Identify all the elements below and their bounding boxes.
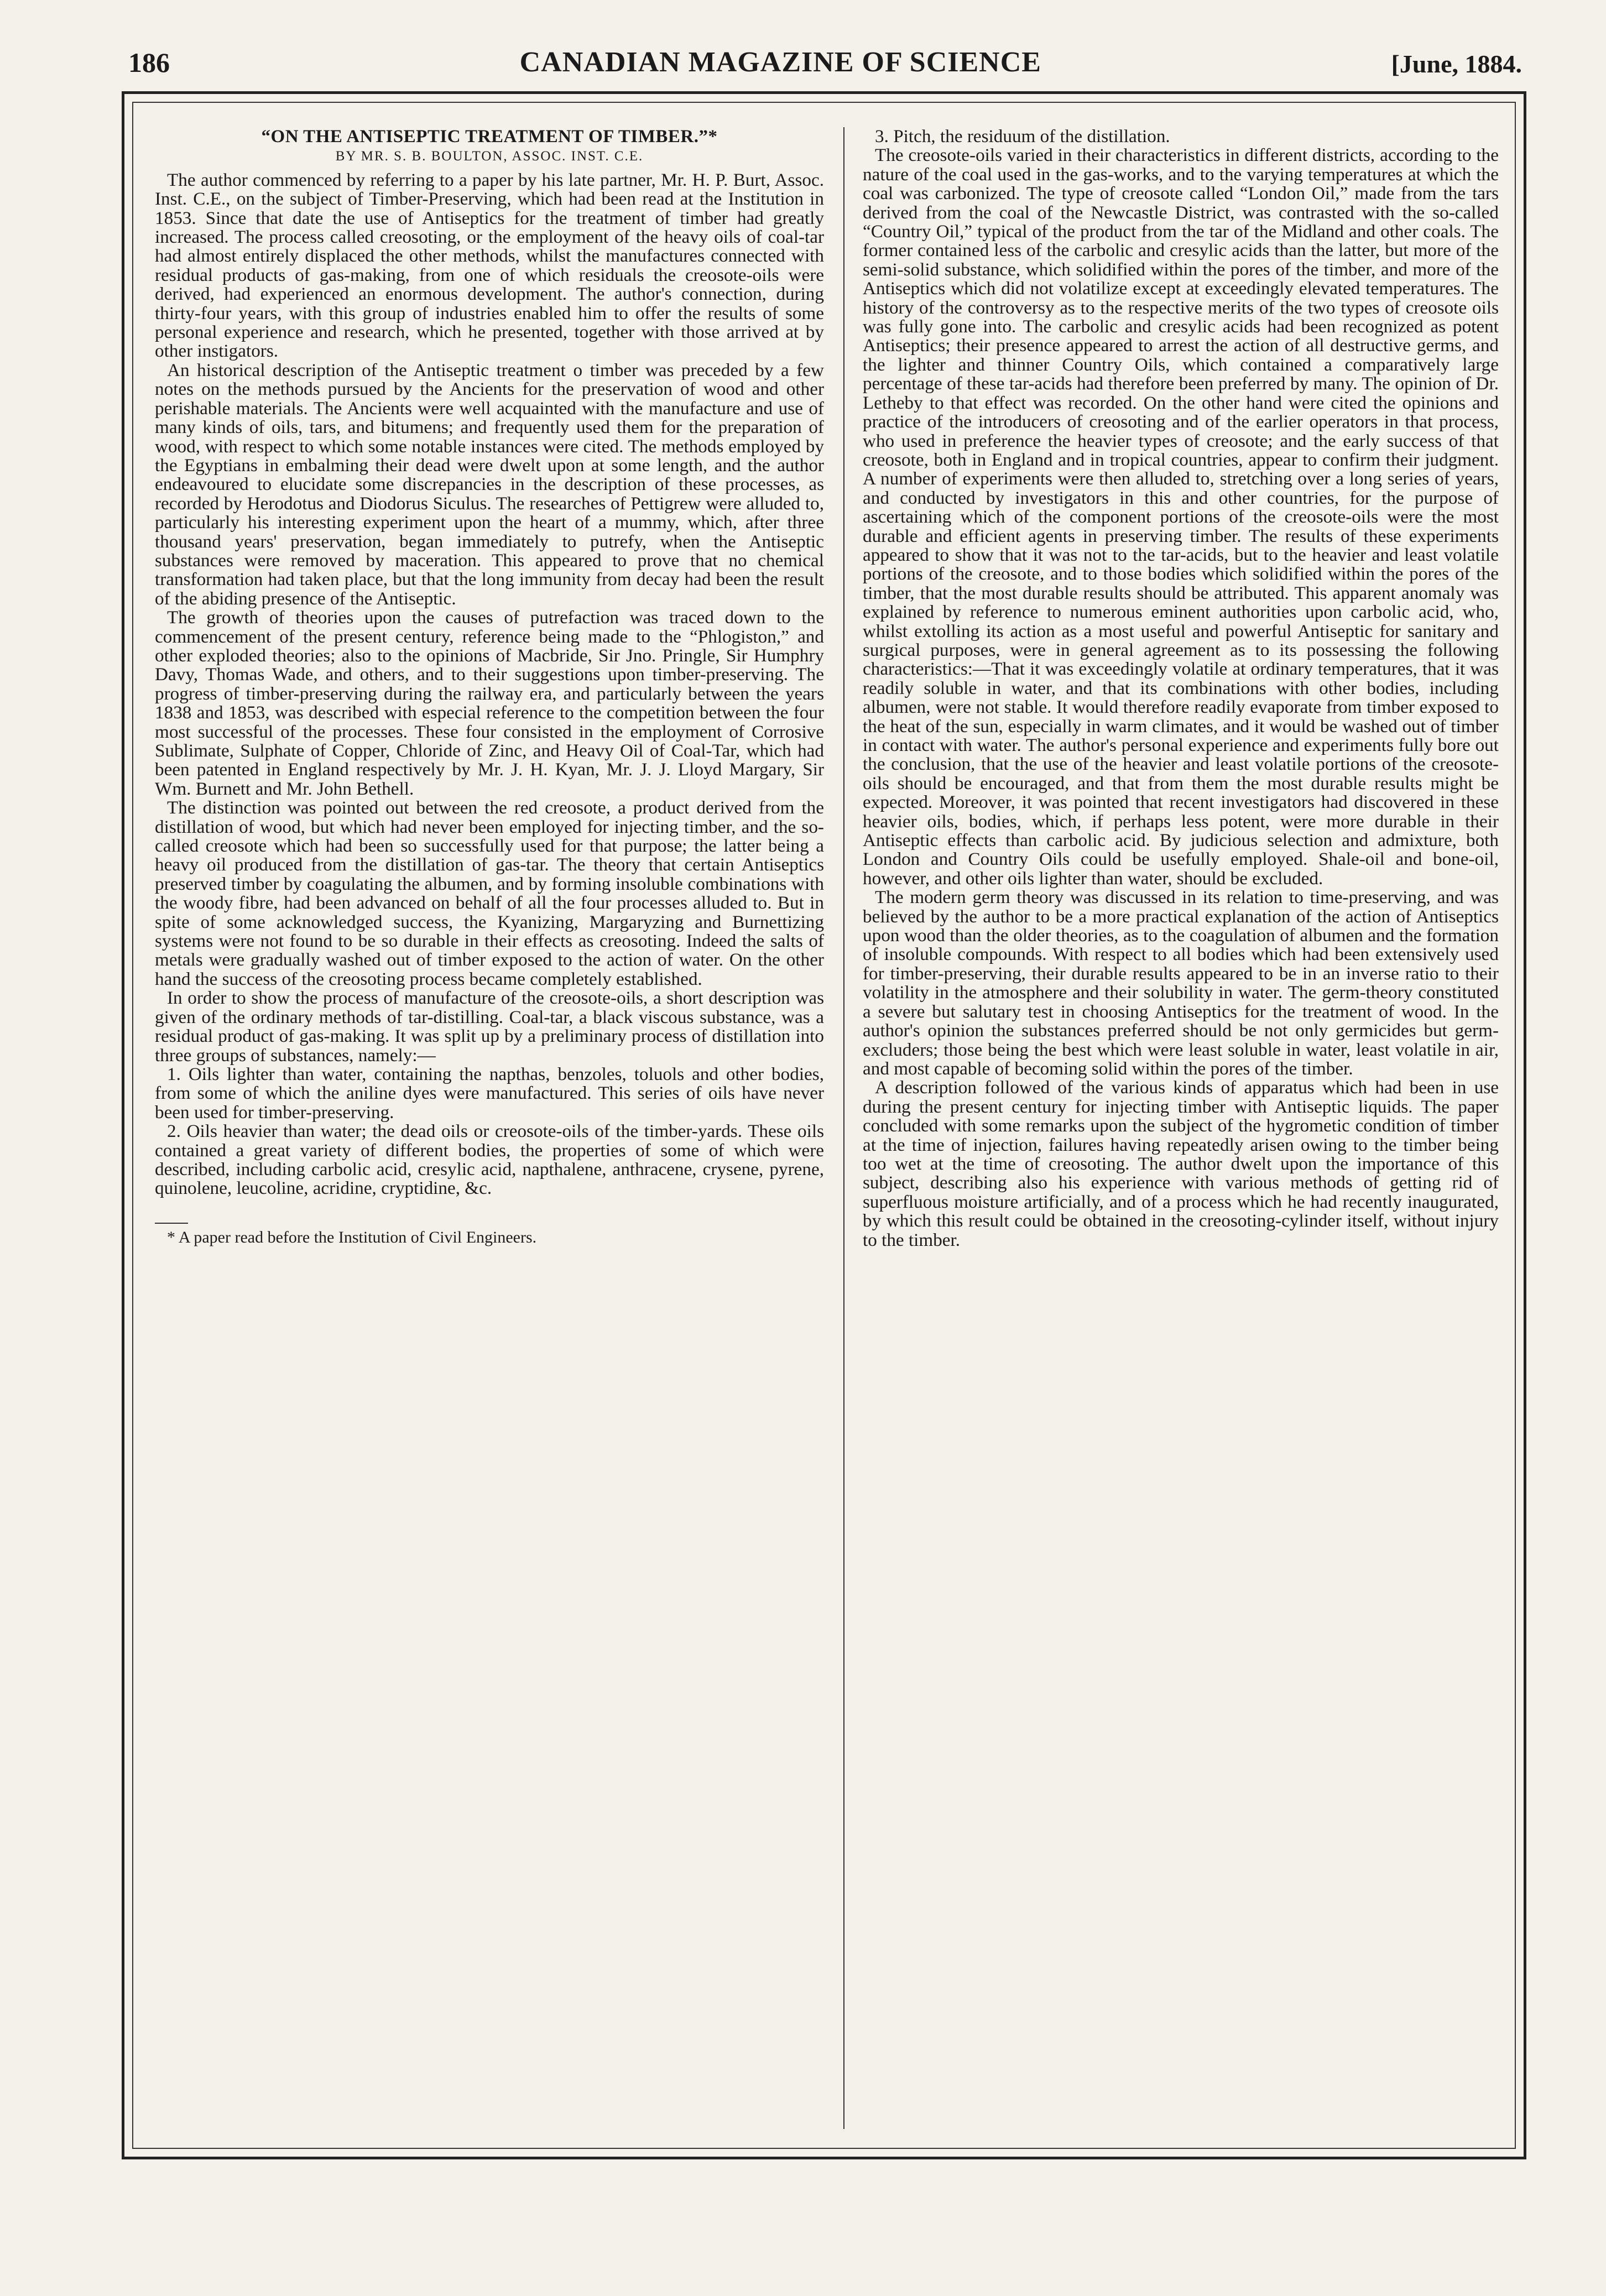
paragraph: The distinction was pointed out between the red creosote, a product derived from the distillation of wood, but which had never been employed for injecting timber, and the so-called creosote which had been so successfully used for that purpose; the latter being a heavy oil produced from the distillation of gas-tar. The theory that certain Antiseptics preserved timber by coagulating the albumen, and by forming insoluble combinations with the woody fibre, had been advanced on behalf of all the four processes alluded to. But in spite of some acknowledged success, the Kyanizing, Margaryzing and Burnettizing systems were not found to be so durable in their effects as creosoting. Indeed the salts of metals were gradually washed out of timber exposed to the action of water. On the other hand the success of the creosoting process became completely established. — [155, 797, 824, 989]
paragraph: In order to show the process of manufacture of the creosote-oils, a short description was given of the ordinary methods of tar-distilling. Coal-tar, a black viscous substance, was a residual product of gas-making. It was split up by a preliminary process of distillation into three groups of substances, namely:— — [155, 988, 824, 1066]
magazine-title: CANADIAN MAGAZINE OF SCIENCE — [519, 46, 1041, 78]
footnote-rule — [155, 1223, 188, 1224]
paragraph: The modern germ theory was discussed in its relation to time-preserving, and was believed by the author to be a more practical explanation of the action of Antiseptics upon wood than the older theories, as to the coagulation of albumen and the formation of insoluble compounds. With respect to all bodies which had been extensively used for timber-preserving, their durable results appeared to be in an inverse ratio to their volatility in the atmosphere and their solubility in water. The germ-theory constituted a severe but salutary test in choosing Antiseptics for the treatment of wood. In the author's opinion the substances preferred should be not only germicides but germ-excluders; those being the best which were least soluble in water, least volatile in air, and most capable of becoming solid within the pores of the timber. — [863, 887, 1499, 1079]
paragraph: An historical description of the Antiseptic treatment o timber was preceded by a few notes on the methods pursued by the Ancients for the preservation of wood and other perishable materials. The Ancients were well acquainted with the manufacture and use of many kinds of oils, tars, and bitumens; and frequently used them for the preparation of wood, with respect to which some notable instances were cited. The methods employed by the Egyptians in embalming their dead were dwelt upon at some length, and the author endeavoured to elucidate some discrepancies in the description of these processes, as recorded by Herodotus and Diodorus Siculus. The researches of Pettigrew were alluded to, particularly his interesting experiment upon the heart of a mummy, which, after three thousand years' preservation, began immediately to putrefy, when the Antiseptic substances were removed by maceration. This appeared to prove that no chemical transformation had taken place, but that the long immunity from decay had been the result of the abiding presence of the Antiseptic. — [155, 359, 824, 609]
left-column — [155, 127, 824, 1247]
issue-date: [June, 1884. — [1391, 50, 1522, 78]
footnote: * A paper read before the Institution of Civil Engineers. — [167, 1228, 537, 1246]
page-number: 186 — [128, 47, 170, 78]
paragraph: The growth of theories upon the causes of putrefaction was traced down to the commencement of the present century, reference being made to the “Phlogiston,” and other exploded theories; also to the opinions of Macbride, Sir Jno. Pringle, Sir Humphry Davy, Thomas Wade, and others, and to their suggestions upon timber-preserving. The progress of timber-preserving during the railway era, and particularly between the years 1838 and 1853, was described with especial reference to the competition between the four most successful of the processes. These four consisted in the employment of Corrosive Sublimate, Sulphate of Copper, Chloride of Zinc, and Heavy Oil of Coal-Tar, which had been patented in England respectively by Mr. J. H. Kyan, Mr. J. J. Lloyd Margary, Sir Wm. Burnett and Mr. John Bethell. — [155, 607, 824, 799]
paragraph: A description followed of the various kinds of apparatus which had been in use during the present century for injecting timber with Antiseptic liquids. The paper concluded with some remarks upon the subject of the hygrometic condition of timber at the time of injection, failures having repeatedly arisen owing to the timber being too wet at the time of creosoting. The author dwelt upon the importance of this subject, describing also his experience with various methods of getting rid of superfluous moisture artificially, and of a process which he had recently inaugurated, by which this result could be obtained in the creosoting-cylinder itself, without injury to the timber. — [863, 1077, 1499, 1250]
paragraph: The author commenced by referring to a paper by his late partner, Mr. H. P. Burt, Assoc. Inst. C.E., on the subject of Timber-Preserving, which had been read at the Institution in 1853. Since that date the use of Antiseptics for the treatment of timber had greatly increased. The process called creosoting, or the employment of the heavy oils of coal-tar had almost entirely displaced the other methods, whilst the manufactures connected with residual products of gas-making, from one of which residuals the creosote-oils were derived, had experienced an enormous development. The author's connection, during thirty-four years, with this group of industries enabled him to offer the results of some personal experience and research, which he presented, together with those arrived at by other instigators. — [155, 169, 824, 362]
paragraph: 1. Oils lighter than water, containing the napthas, benzoles, toluols and other bodies, from some of which the aniline dyes were manufactured. This series of oils have never been used for timber-preserving. — [155, 1063, 824, 1123]
article-byline: BY MR. S. B. BOULTON, ASSOC. INST. C.E. — [335, 149, 644, 164]
right-column — [863, 127, 1499, 1250]
article-title: “ON THE ANTISEPTIC TREATMENT OF TIMBER.”* — [261, 127, 718, 147]
paragraph: The creosote-oils varied in their characteristics in different districts, according to the nature of the coal used in the gas-works, and to the varying temperatures at which the coal was carbonized. The type of creosote called “London Oil,” made from the tars derived from the coal of the Newcastle District, was contrasted with the so-called “Country Oil,” typical of the product from the tar of the Midland and other coals. The former contained less of the carbolic and cresylic acids than the latter, but more of the semi-solid substance, which solidified within the pores of the timber, and more of the Antiseptics which did not volatilize except at exceedingly elevated temperatures. The history of the controversy as to the respective merits of the two types of creosote oils was fully gone into. The carbolic and cresylic acids had been recognized as potent Antiseptics; their presence appeared to arrest the action of all destructive germs, and the lighter and thinner Country Oils, which contained a comparatively large percentage of these tar-acids had therefore been preferred by many. The opinion of Dr. Letheby to that effect was recorded. On the other hand were cited the opinions and practice of the introducers of creosoting and of the earlier operators in that process, who used in preference the heavier types of creosote; and the early success of that creosote, both in England and in tropical countries, appear to confirm their judgment. A number of experiments were then alluded to, stretching over a long series of years, and conducted by investigators in this and other countries, for the purpose of ascertaining which of the component portions of the creosote-oils were the most durable and efficient agents in preserving timber. The results of these experiments appeared to show that it was not to the tar-acids, but to the heavier and least volatile portions of the creosote, and to those bodies which solidified within the pores of the timber, that the most durable results should be attributed. This apparent anomaly was explained by reference to numerous eminent authorities upon carbolic acid, who, whilst extolling its action as a most useful and powerful Antiseptic for sanitary and surgical purposes, were in general agreement as to its possessing the following characteristics:—That it was exceedingly volatile at ordinary temperatures, that it was readily soluble in water, and that its combinations with other bodies, including albumen, were not stable. It would therefore readily evaporate from timber exposed to the heat of the sun, especially in warm climates, and it would be washed out of timber in contact with water. The author's personal experience and experiments fully bore out the conclusion, that the use of the heavier and least volatile portions of the creosote-oils should be encouraged, and that from them the most durable results might be expected. Moreover, it was pointed that recent investigators had discovered in these heavier oils, bodies, which, if perhaps less potent, were more durable in their Antiseptic effects than carbolic acid. By judicious selection and admixture, both London and Country Oils could be usefully employed. Shale-oil and bone-oil, however, and other oils lighter than water, should be excluded. — [863, 145, 1499, 889]
column-divider — [843, 127, 844, 2129]
running-header — [128, 29, 1522, 79]
paragraph: 2. Oils heavier than water; the dead oils or creosote-oils of the timber-yards. These oils contained a great variety of different bodies, the properties of some of which were described, including carbolic acid, cresylic acid, napthalene, anthracene, crysene, pyrene, quinolene, leucoline, acridine, cryptidine, &c. — [155, 1121, 824, 1199]
paragraph: 3. Pitch, the residuum of the distillation. — [875, 126, 1170, 147]
page-frame — [122, 91, 1526, 2159]
